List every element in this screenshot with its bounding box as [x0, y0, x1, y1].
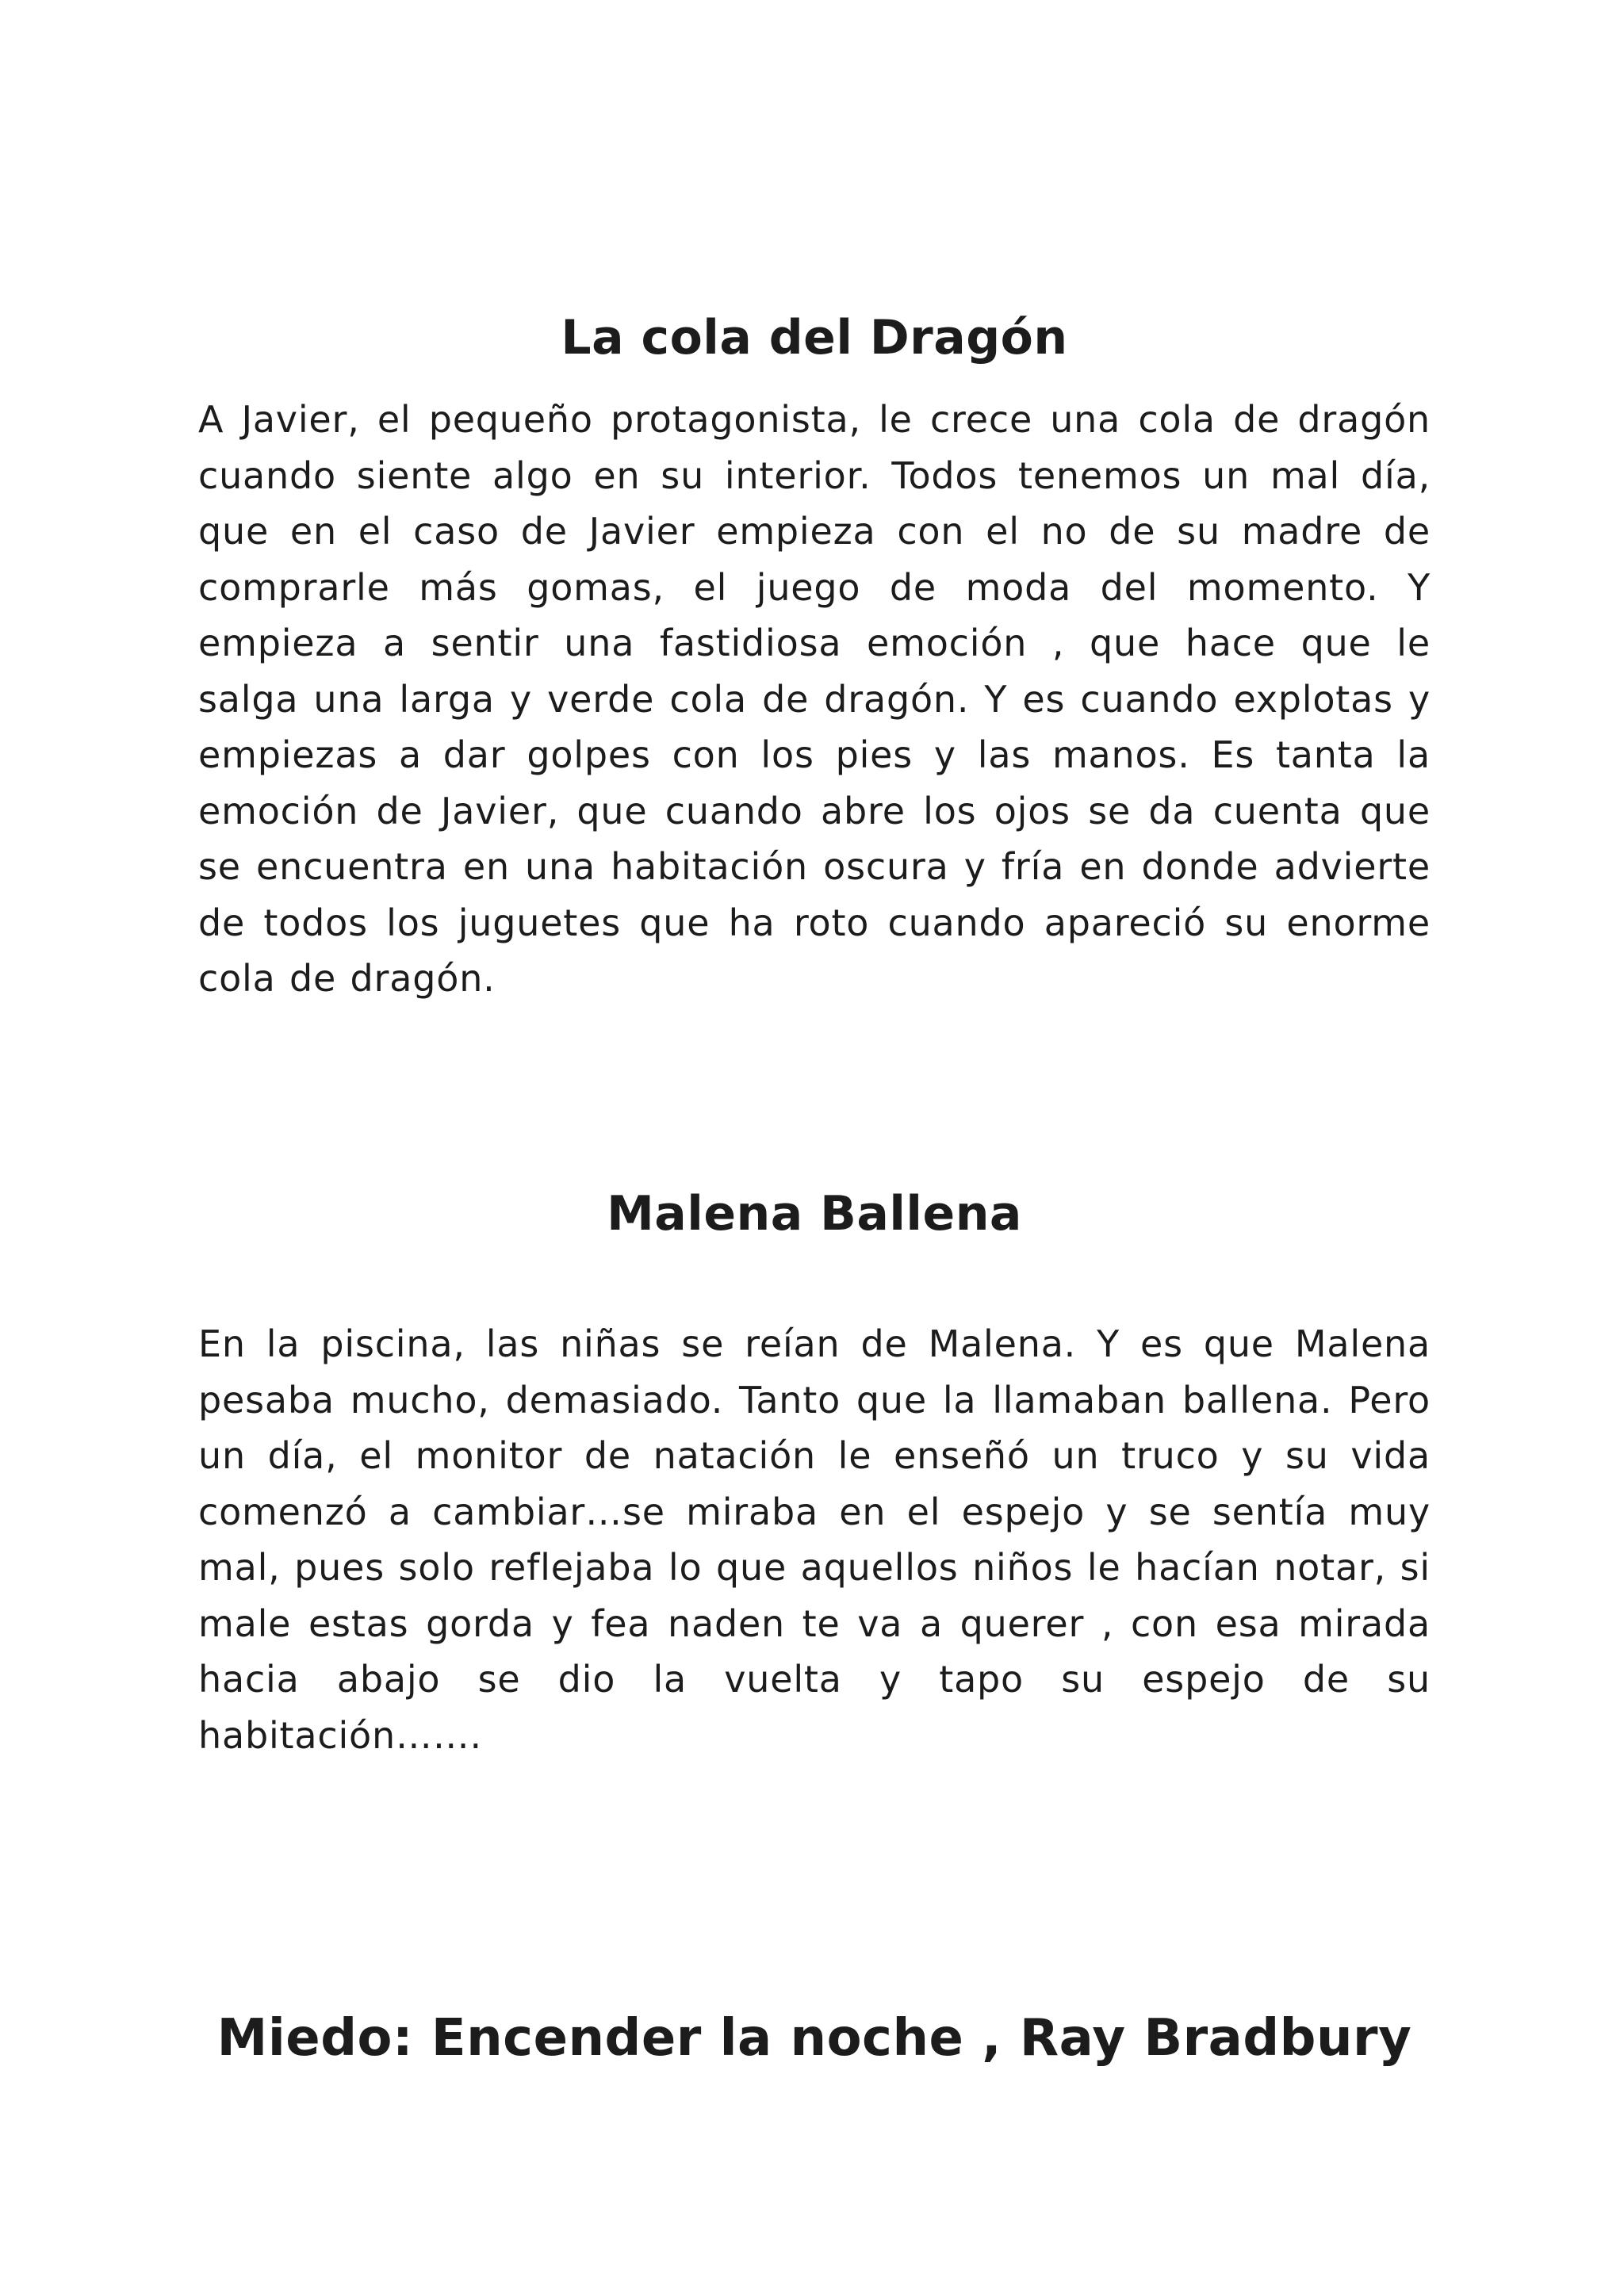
section-body: En la piscina, las niñas se reían de Malena. Y es que Malena pesaba mucho, demasiado. Tanto que la llamaban ballena. Pero un día, el monitor de natación le enseñó un truco y su vida comenzó a cambiar…se miraba en el espejo y se sentía muy mal, pues solo reflejaba lo que aquellos niños le hacían notar, si male estas gorda y fea naden te va a querer , con esa mirada hacia abajo se dio la vuelta y tapo su espejo de su habitación……. — [198, 1322, 1431, 1757]
section-title: Miedo: Encender la noche , Ray Bradbury — [216, 2009, 1412, 2068]
section-title: La cola del Dragón — [561, 310, 1068, 365]
section-body: A Javier, el pequeño protagonista, le crece una cola de dragón cuando siente algo en su interior. Todos tenemos un mal día, que en el caso de Javier empieza con el no de su madre de comprarle más gomas, el juego de moda del momento. Y empieza a sentir una fastidiosa emoción , que hace que le salga una larga y verde cola de dragón. Y es cuando explotas y empiezas a dar golpes con los pies y las manos. Es tanta la emoción de Javier, que cuando abre los ojos se da cuenta que se encuentra en una habitación oscura y fría en donde advierte de todos los juguetes que ha roto cuando apareció su enorme cola de dragón. — [198, 398, 1431, 1000]
story-section-cola-del-dragon — [198, 309, 1431, 1007]
story-section-malena-ballena — [198, 1185, 1431, 1763]
story-section-miedo — [159, 2010, 1470, 2067]
section-title: Malena Ballena — [607, 1186, 1022, 1242]
